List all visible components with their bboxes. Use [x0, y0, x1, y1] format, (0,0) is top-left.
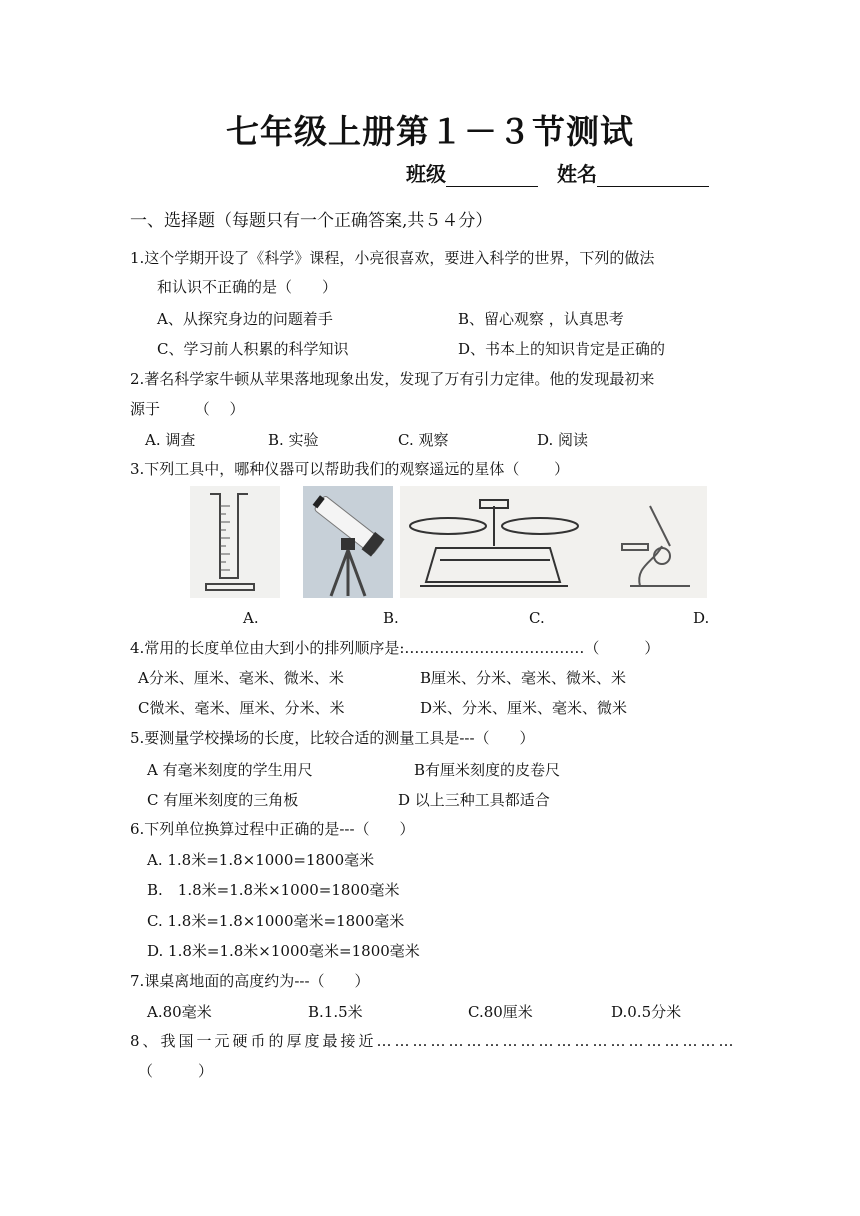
- class-label: 班级: [406, 162, 446, 186]
- question-1-option-c: C、学习前人积累的科学知识: [157, 340, 349, 358]
- question-8-stem-cont: （ ）: [138, 1062, 214, 1080]
- name-label: 姓名: [557, 162, 597, 186]
- question-3-option-d: D.: [693, 609, 710, 627]
- question-4-option-d: D米、分米、厘米、毫米、微米: [420, 699, 628, 717]
- question-5-option-c: C 有厘米刻度的三角板: [147, 791, 299, 809]
- class-blank: [446, 166, 538, 187]
- question-4-stem: 4.常用的长度单位由大到小的排列顺序是:………………………………（ ）: [130, 639, 660, 657]
- question-2-option-c: C. 观察: [398, 431, 449, 449]
- name-field: [557, 158, 709, 187]
- question-7-option-b: B.1.5米: [308, 1003, 363, 1021]
- question-5-option-b: B有厘米刻度的皮卷尺: [414, 761, 561, 779]
- question-6-option-a: A. 1.8米=1.8×1000=1800毫米: [147, 851, 375, 869]
- question-1-stem-cont: 和认识不正确的是（ ）: [157, 278, 338, 296]
- question-5-stem: 5.要测量学校操场的长度，比较合适的测量工具是---（ ）: [130, 729, 535, 747]
- question-1-option-b: B、留心观察 ，认真思考: [458, 310, 624, 328]
- question-8-stem: 8、我国一元硬币的厚度最接近……………………………………………………: [130, 1032, 737, 1050]
- question-4-option-a: A分米、厘米、毫米、微米、米: [138, 669, 344, 687]
- question-5-option-a: A 有毫米刻度的学生用尺: [147, 761, 313, 779]
- question-3-stem: 3.下列工具中，哪种仪器可以帮助我们的观察遥远的星体（ ）: [130, 460, 570, 478]
- question-7-option-d: D.0.5分米: [611, 1003, 682, 1021]
- question-1-option-d: D、书本上的知识肯定是正确的: [458, 340, 666, 358]
- question-1-stem: 1.这个学期开设了《科学》课程，小亮很喜欢，要进入科学的世界，下列的做法: [130, 249, 655, 267]
- question-6-stem: 6.下列单位换算过程中正确的是---（ ）: [130, 820, 415, 838]
- question-7-option-a: A.80毫米: [147, 1003, 212, 1021]
- question-4-option-b: B厘米、分米、毫米、微米、米: [420, 669, 627, 687]
- question-4-option-c: C微米、毫米、厘米、分米、米: [138, 699, 345, 717]
- question-7-option-c: C.80厘米: [468, 1003, 533, 1021]
- name-blank: [597, 166, 709, 187]
- question-1-option-a: A、从探究身边的问题着手: [157, 310, 333, 328]
- telescope-icon: [303, 486, 393, 598]
- question-2-option-d: D. 阅读: [537, 431, 589, 449]
- page-title: 七年级上册第１－３节测试: [226, 112, 634, 151]
- question-3-option-c: C.: [529, 609, 545, 627]
- question-5-option-d: D 以上三种工具都适合: [398, 791, 550, 809]
- question-7-stem: 7.课桌离地面的高度约为---（ ）: [130, 972, 370, 990]
- section-heading: 一、选择题（每题只有一个正确答案,共５４分）: [130, 211, 493, 231]
- graduated-cylinder-icon: [190, 486, 280, 598]
- question-3-option-b: B.: [383, 609, 399, 627]
- question-6-option-c: C. 1.8米=1.8×1000毫米=1800毫米: [147, 912, 405, 930]
- question-6-option-b: B. 1.8米=1.8米×1000=1800毫米: [147, 881, 400, 899]
- question-2-stem-cont: 源于 （ ）: [130, 400, 245, 418]
- question-2-option-a: A. 调查: [145, 431, 196, 449]
- balance-scale-icon: [400, 486, 707, 598]
- class-field: [406, 158, 538, 187]
- question-3-option-a: A.: [243, 609, 259, 627]
- question-6-option-d: D. 1.8米=1.8米×1000毫米=1800毫米: [147, 942, 420, 960]
- question-2-option-b: B. 实验: [268, 431, 319, 449]
- question-2-stem: 2.著名科学家牛顿从苹果落地现象出发，发现了万有引力定律。他的发现最初来: [130, 370, 655, 388]
